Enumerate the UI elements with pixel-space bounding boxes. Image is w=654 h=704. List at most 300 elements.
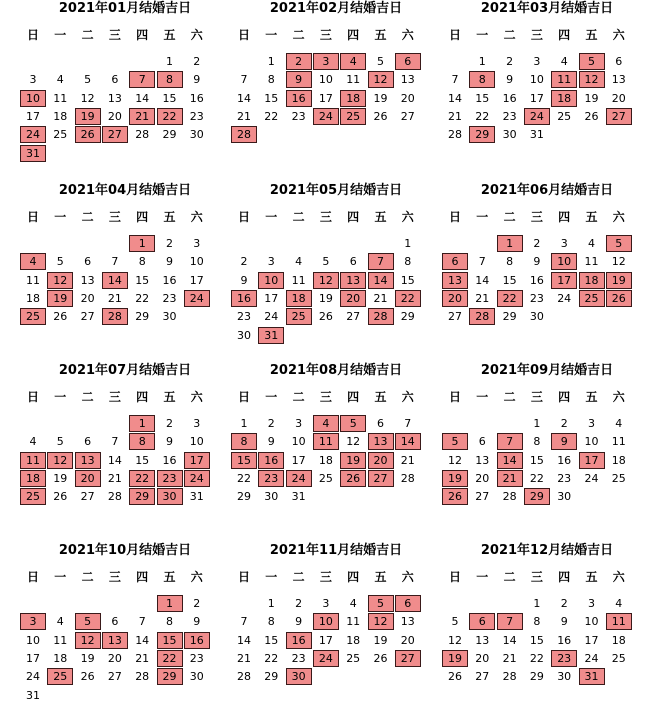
calendar-day: 8 [533,435,541,449]
calendar-day: 9 [240,273,248,287]
auspicious-day: 12 [47,452,73,469]
auspicious-day: 15 [231,452,257,469]
weekday-label: 六 [401,570,414,584]
calendar-day: 22 [529,651,544,665]
calendar-day: 11 [53,633,68,647]
calendar-day: 14 [237,633,251,647]
calendar-day: 6 [349,255,357,269]
auspicious-day: 31 [258,327,284,344]
auspicious-day: 23 [551,650,577,667]
calendar-day: 8 [138,255,146,269]
weekday-label: 六 [401,210,414,224]
calendar-day: 30 [189,670,204,684]
calendar-day: 2 [533,237,541,250]
calendar-day: 2 [166,417,173,430]
weekday-label: 三 [108,570,121,584]
calendar-day: 27 [448,310,462,324]
calendar-day: 26 [53,310,68,324]
auspicious-day: 28 [469,308,495,325]
auspicious-day: 20 [340,290,366,307]
auspicious-day: 12 [313,272,339,289]
auspicious-day: 29 [524,488,550,505]
calendar-day: 9 [193,615,201,629]
calendar-day: 28 [400,471,415,485]
calendar-day: 25 [557,109,572,123]
auspicious-day: 12 [579,71,605,88]
weekday-label: 日 [237,28,250,42]
calendar-day: 22 [264,651,279,665]
auspicious-day: 23 [258,470,284,487]
auspicious-day: 16 [286,90,312,107]
weekday-header [231,208,441,226]
calendar-day: 23 [502,109,517,123]
weekday-label: 五 [585,390,598,404]
auspicious-day: 30 [286,668,312,685]
auspicious-day: 12 [47,272,73,289]
weekday-label: 六 [612,210,625,224]
calendar-day: 28 [107,490,122,504]
calendar-day: 25 [611,471,626,485]
weekday-label: 五 [163,390,176,404]
auspicious-day: 26 [606,290,632,307]
calendar-day: 19 [373,91,388,105]
month-title: 2021年01月结婚吉日 [58,1,192,16]
calendar-day: 25 [318,471,333,485]
calendar-day: 18 [611,633,626,647]
calendar-day: 4 [560,55,568,68]
calendar-day: 7 [240,73,248,87]
calendar-day: 13 [400,615,415,629]
weekday-header [20,568,230,586]
calendar-day: 13 [107,91,122,105]
calendar-day: 15 [502,273,517,287]
weekday-label: 三 [530,390,543,404]
calendar-day: 2 [193,597,201,610]
calendar-day: 23 [291,651,306,665]
month-title: 2021年05月结婚吉日 [269,183,403,198]
calendar-day: 11 [53,91,68,105]
auspicious-day: 13 [102,632,128,649]
calendar-day: 23 [529,291,544,305]
calendar-day: 5 [56,435,64,449]
auspicious-day: 12 [75,632,101,649]
calendar-day: 24 [264,310,279,324]
weekday-label: 日 [26,210,39,224]
calendar-day: 7 [478,255,486,269]
weekday-label: 六 [190,390,203,404]
calendar-day: 15 [529,453,544,467]
calendar-day: 9 [560,615,568,629]
calendar-day: 16 [502,91,517,105]
calendar-day: 15 [400,273,415,287]
calendar-day: 10 [584,615,599,629]
calendar-day: 1 [240,417,248,430]
calendar-day: 21 [107,471,122,485]
calendar-day: 28 [502,490,517,504]
auspicious-day: 22 [157,650,183,667]
calendar-day: 3 [560,237,568,250]
calendar-day: 23 [237,310,251,324]
month-title: 2021年08月结婚吉日 [269,363,403,378]
auspicious-day: 24 [184,470,210,487]
calendar-day: 30 [237,328,251,342]
calendar-day: 24 [26,670,40,684]
weekday-label: 四 [136,390,149,404]
calendar-day: 20 [400,91,415,105]
calendar-day: 25 [346,651,361,665]
calendar-day: 9 [533,255,541,269]
calendar-day: 17 [529,91,544,105]
auspicious-day: 7 [129,71,155,88]
auspicious-day: 13 [75,452,101,469]
calendar-day: 21 [135,651,150,665]
calendar-day: 10 [318,73,333,87]
weekday-label: 五 [585,570,598,584]
calendar-day: 14 [448,91,462,105]
calendar-day: 18 [611,453,626,467]
auspicious-day: 10 [551,253,577,270]
auspicious-day: 5 [368,595,394,612]
calendar-day: 21 [373,291,388,305]
weekday-label: 二 [292,570,305,584]
calendar-day: 12 [448,633,462,647]
auspicious-day: 16 [231,290,257,307]
calendar-day: 18 [53,651,68,665]
calendar-day: 19 [373,633,388,647]
calendar-day: 16 [189,91,204,105]
weekday-header [231,568,441,586]
weekday-label: 五 [374,390,387,404]
auspicious-day: 29 [157,668,183,685]
auspicious-day: 7 [497,613,523,630]
calendar-day: 8 [267,615,275,629]
calendar-day: 27 [475,490,490,504]
calendar-day: 11 [584,255,599,269]
weekday-label: 日 [448,28,461,42]
calendar-day: 17 [584,633,599,647]
weekday-label: 三 [530,28,543,42]
auspicious-day: 23 [157,470,183,487]
calendar-day: 11 [346,73,361,87]
auspicious-day: 8 [157,71,183,88]
auspicious-day: 8 [129,433,155,450]
calendar-day: 10 [189,255,204,269]
calendar-day: 4 [29,435,37,449]
weekday-label: 日 [448,570,461,584]
calendar-day: 13 [475,453,490,467]
weekday-label: 三 [319,390,332,404]
weekday-header [20,26,230,44]
calendar-day: 15 [264,633,279,647]
calendar-day: 9 [166,435,173,449]
calendar-day: 7 [404,417,412,430]
calendar-day: 29 [400,310,415,324]
month-title: 2021年10月结婚吉日 [58,543,192,558]
calendar-day: 9 [295,615,303,629]
auspicious-day: 9 [286,71,312,88]
calendar-day: 2 [166,237,173,250]
auspicious-day: 16 [184,632,210,649]
weekday-label: 三 [319,570,332,584]
calendar-day: 3 [193,237,201,250]
weekday-label: 五 [374,210,387,224]
auspicious-day: 16 [258,452,284,469]
weekday-label: 一 [265,28,278,42]
auspicious-day: 14 [368,272,394,289]
calendar-day: 30 [264,490,279,504]
auspicious-day: 19 [340,452,366,469]
auspicious-day: 25 [20,488,46,505]
calendar-day: 4 [56,73,64,87]
weekday-label: 五 [163,570,176,584]
auspicious-day: 5 [606,235,632,252]
calendar-day: 1 [267,55,275,68]
calendar-day: 22 [475,109,490,123]
calendar-day: 27 [80,490,95,504]
calendar-day: 2 [560,417,568,430]
calendar-day: 4 [56,615,64,629]
calendar-day: 6 [615,55,623,68]
calendar-day: 21 [237,651,251,665]
weekday-label: 四 [347,390,360,404]
weekday-label: 日 [237,210,250,224]
auspicious-day: 25 [340,108,366,125]
auspicious-day: 5 [75,613,101,630]
calendar-day: 30 [162,310,177,324]
calendar-day: 17 [264,291,279,305]
weekday-label: 五 [374,28,387,42]
weekday-label: 一 [476,210,489,224]
calendar-day: 9 [193,73,201,87]
weekday-label: 五 [163,28,176,42]
calendar-day: 15 [135,453,150,467]
auspicious-day: 24 [286,470,312,487]
auspicious-day: 29 [469,126,495,143]
weekday-label: 二 [503,28,516,42]
calendar-day: 3 [588,417,595,430]
auspicious-day: 8 [469,71,495,88]
calendar-day: 20 [400,633,415,647]
calendar-day: 19 [53,471,68,485]
calendar-day: 13 [80,273,95,287]
calendar-day: 2 [295,597,303,610]
calendar-day: 3 [322,597,330,610]
calendar-day: 6 [111,615,119,629]
calendar-day: 17 [26,651,40,665]
calendar-day: 7 [240,615,248,629]
calendar-day: 16 [557,453,572,467]
auspicious-day: 5 [340,415,366,432]
weekday-label: 六 [612,28,625,42]
auspicious-day: 19 [47,290,73,307]
calendar-day: 21 [502,651,517,665]
weekday-label: 二 [81,210,94,224]
calendar-day: 17 [189,273,204,287]
calendar-day: 16 [557,633,572,647]
calendar-day: 3 [533,55,541,68]
calendar-day: 29 [264,670,279,684]
weekday-label: 三 [319,210,332,224]
calendar-day: 4 [349,597,357,610]
auspicious-day: 22 [129,470,155,487]
weekday-label: 六 [401,28,414,42]
weekday-label: 四 [347,28,360,42]
weekday-label: 四 [558,570,571,584]
calendar-day: 28 [135,128,150,142]
weekday-header [20,388,230,406]
auspicious-day: 18 [20,470,46,487]
calendar-day: 20 [107,109,122,123]
calendar-day: 6 [478,435,486,449]
weekday-label: 一 [265,390,278,404]
calendar-day: 29 [162,128,177,142]
weekday-label: 二 [81,570,94,584]
calendar-day: 22 [264,109,279,123]
calendar-day: 8 [267,73,275,87]
calendar-day: 26 [373,109,388,123]
calendar-day: 20 [475,651,490,665]
calendar-day: 9 [506,73,514,87]
calendar-day: 1 [166,55,173,68]
weekday-label: 一 [54,28,67,42]
weekday-label: 四 [136,210,149,224]
weekday-label: 一 [476,28,489,42]
weekday-label: 四 [136,28,149,42]
auspicious-day: 3 [20,613,46,630]
auspicious-day: 1 [497,235,523,252]
auspicious-day: 11 [313,433,339,450]
calendar-day: 7 [111,435,119,449]
weekday-header [231,388,441,406]
calendar-day: 16 [529,273,544,287]
calendar-day: 22 [135,291,150,305]
weekday-label: 一 [476,570,489,584]
calendar-day: 27 [400,109,415,123]
weekday-label: 一 [54,210,67,224]
calendar-day: 7 [451,73,459,87]
auspicious-day: 13 [368,433,394,450]
calendar-day: 5 [322,255,330,269]
calendar-day: 4 [588,237,595,250]
auspicious-day: 26 [442,488,468,505]
auspicious-day: 5 [579,53,605,70]
calendar-day: 15 [475,91,490,105]
weekday-label: 二 [81,28,94,42]
weekday-header [231,26,441,44]
calendar-day: 30 [189,128,204,142]
weekday-label: 一 [476,390,489,404]
auspicious-day: 27 [606,108,632,125]
auspicious-day: 1 [129,235,155,252]
weekday-label: 四 [136,570,149,584]
calendar-day: 12 [80,91,95,105]
calendar-day: 30 [529,310,544,324]
calendar-day: 3 [295,417,303,430]
month-title: 2021年11月结婚吉日 [269,543,403,558]
calendar-day: 14 [475,273,490,287]
calendar-day: 20 [107,651,122,665]
auspicious-day: 29 [129,488,155,505]
calendar-day: 2 [193,55,201,68]
calendar-day: 27 [475,670,490,684]
calendar-day: 31 [529,128,544,142]
calendar-day: 13 [475,633,490,647]
weekday-label: 四 [347,210,360,224]
auspicious-day: 19 [606,272,632,289]
calendar-day: 17 [318,91,333,105]
calendar-day: 21 [475,291,490,305]
calendar-day: 25 [53,128,68,142]
calendar-day: 11 [611,435,626,449]
calendar-day: 15 [264,91,279,105]
weekday-label: 五 [374,570,387,584]
auspicious-day: 31 [579,668,605,685]
auspicious-day: 24 [313,650,339,667]
calendar-day: 26 [53,490,68,504]
calendar-day: 29 [502,310,517,324]
calendar-day: 9 [166,255,173,269]
auspicious-day: 24 [20,126,46,143]
calendar-day: 28 [237,670,251,684]
auspicious-day: 26 [340,470,366,487]
auspicious-day: 19 [442,650,468,667]
weekday-header [442,26,652,44]
weekday-label: 二 [292,28,305,42]
calendar-day: 28 [448,128,462,142]
calendar-day: 23 [162,291,177,305]
auspicious-day: 25 [579,290,605,307]
auspicious-day: 18 [340,90,366,107]
auspicious-day: 4 [313,415,339,432]
calendar-day: 25 [611,651,626,665]
calendar-day: 3 [193,417,201,430]
weekday-label: 二 [503,210,516,224]
calendar-day: 6 [84,255,92,269]
calendar-day: 6 [377,417,384,430]
calendar-day: 1 [533,597,541,610]
calendar-day: 14 [237,91,251,105]
auspicious-day: 24 [184,290,210,307]
calendar-day: 20 [475,471,490,485]
auspicious-day: 26 [75,126,101,143]
calendar-day: 21 [237,109,251,123]
auspicious-day: 17 [184,452,210,469]
calendar-day: 20 [611,91,626,105]
calendar-day: 24 [584,651,599,665]
calendar-day: 20 [80,291,95,305]
auspicious-day: 25 [47,668,73,685]
calendar-day: 26 [584,109,599,123]
auspicious-day: 10 [313,613,339,630]
calendar-day: 10 [529,73,544,87]
calendar-day: 11 [346,615,361,629]
calendar-day: 11 [26,273,40,287]
auspicious-day: 18 [579,272,605,289]
weekday-label: 六 [190,28,203,42]
weekday-label: 一 [54,390,67,404]
auspicious-day: 1 [129,415,155,432]
weekday-label: 一 [265,570,278,584]
auspicious-day: 2 [286,53,312,70]
calendar-day: 23 [291,109,306,123]
auspicious-day: 12 [368,71,394,88]
calendar-day: 7 [111,255,119,269]
calendar-day: 1 [267,597,275,610]
calendar-day: 3 [267,255,275,269]
calendar-day: 31 [291,490,306,504]
auspicious-day: 20 [368,452,394,469]
calendar-day: 8 [166,615,173,629]
